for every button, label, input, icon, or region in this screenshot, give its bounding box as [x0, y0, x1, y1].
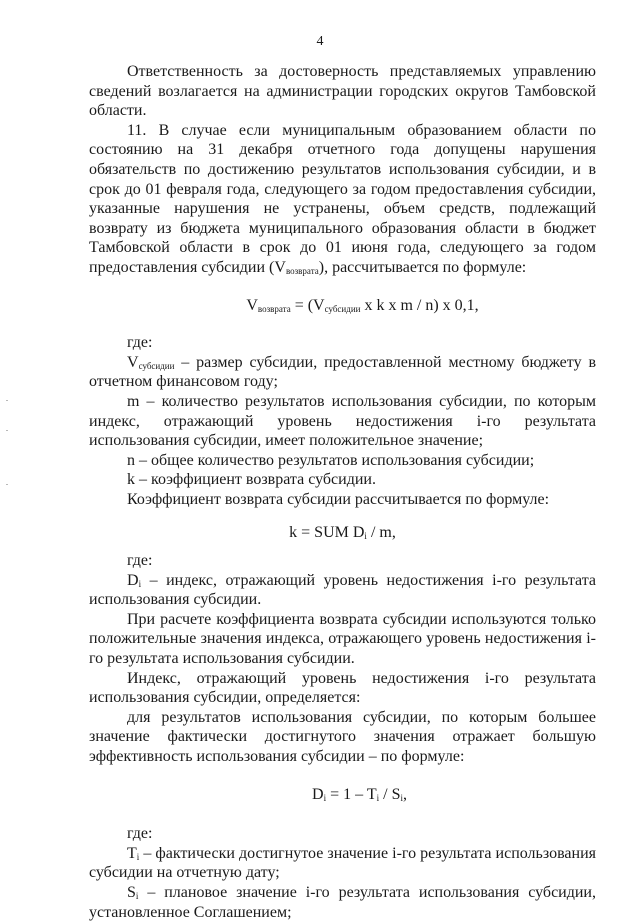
where-label-3: где: [127, 825, 153, 843]
v-subsidy-def: – размер субсидии, предоставленной местному бюджету в отчетном финансовом году; [89, 353, 596, 391]
v-subsidy-sub: субсидии [138, 360, 175, 371]
where-label-2: где: [127, 552, 153, 570]
formula-1-v-sub: возврата [257, 303, 291, 314]
di-var: D [127, 571, 139, 589]
page-number: 4 [316, 34, 324, 49]
definition-m: m – количество результатов использования субсидии, по которым индекс, отражающий уровень недостижения i-го результата использования субсидии, имеет положительное значение; [89, 392, 596, 450]
formula-3-tail: , [402, 785, 407, 803]
paragraph-responsibility: Ответственность за достоверность представляемых управлению сведений возлагается на администрации городских округов Тамбовской области. [89, 63, 596, 120]
si-var: S [127, 883, 136, 901]
formula-2-sub: i [364, 531, 367, 542]
formula-3-sub3: i [400, 792, 403, 803]
ti-def: – фактически достигнутое значение i-го результата использования субсидии на отчетную дату; [89, 844, 596, 882]
document-body [89, 62, 596, 922]
si-def: – плановое значение i-го результата использования субсидии, установленное Соглашением; [89, 883, 596, 921]
di-sub: i [138, 578, 142, 589]
definition-si [89, 883, 596, 922]
formula-v-return [89, 296, 596, 316]
di-def: – индекс, отражающий уровень недостижения i-го результата использования субсидии. [89, 571, 596, 609]
formula-2-head: k = SUM D [289, 524, 365, 542]
v-subsidy-var: V [127, 353, 139, 371]
paragraph-for-results: для результатов использования субсидии, по которым большее значение фактически достигнутого значения отражает большую эффективность использования субсидии – по формуле: [89, 708, 596, 765]
formula-1-mid: = (V [290, 296, 325, 314]
definition-k: k – коэффициент возврата субсидии. [127, 471, 376, 489]
formula-1-tail: x k x m / n) x 0,1, [360, 296, 479, 314]
where-label-1: где: [127, 334, 153, 352]
clause-11-text: 11. В случае если муниципальным образованием области по состоянию на 31 декабря отчетного года допущены нарушения обязательств по достижению результатов использования субсидии, и в срок до 01 февраля года, следующего за годом предоставления субсидии, указанные нарушения не устранены, объем средств, подлежащий возврату из бюджета муниципального образования области в бюджет Тамбовской области в срок до 01 июня года, следующего за годом предоставления субсидии (V [89, 121, 596, 276]
ti-var: T [127, 844, 137, 862]
formula-1-v: V [246, 296, 258, 314]
formula-di [89, 785, 596, 805]
formula-3-head: D [312, 785, 324, 803]
definition-di [89, 571, 596, 610]
margin-scan-marks [6, 400, 9, 490]
formula-k [89, 523, 596, 543]
definition-v-subsidy [89, 353, 596, 392]
paragraph-clause-11 [89, 121, 596, 278]
si-sub: i [135, 890, 139, 901]
formula-3-sub1: i [323, 792, 327, 803]
definition-n: n – общее количество результатов использования субсидии; [127, 451, 535, 469]
formula-2-tail: / m, [366, 524, 396, 542]
definition-ti [89, 844, 596, 883]
paragraph-positive-only: При расчете коэффициента возврата субсидии используются только положительные значения индекса, отражающего уровень недостижения i-го результата использования субсидии. [89, 610, 596, 668]
ti-sub: i [136, 851, 140, 862]
k-formula-intro: Коэффициент возврата субсидии рассчитывается по формуле: [127, 490, 550, 508]
formula-1-mid-sub: субсидии [324, 303, 361, 314]
clause-11-tail: ), рассчитывается по формуле: [318, 258, 527, 276]
clause-11-subscript: возврата [285, 265, 319, 276]
paragraph-index-definition: Индекс, отражающий уровень недостижения i-го результата использования субсидии, определяется: [89, 669, 596, 707]
formula-3-mid2: / S [379, 785, 401, 803]
formula-3-sub2: i [376, 792, 380, 803]
formula-3-mid: = 1 – T [326, 785, 377, 803]
